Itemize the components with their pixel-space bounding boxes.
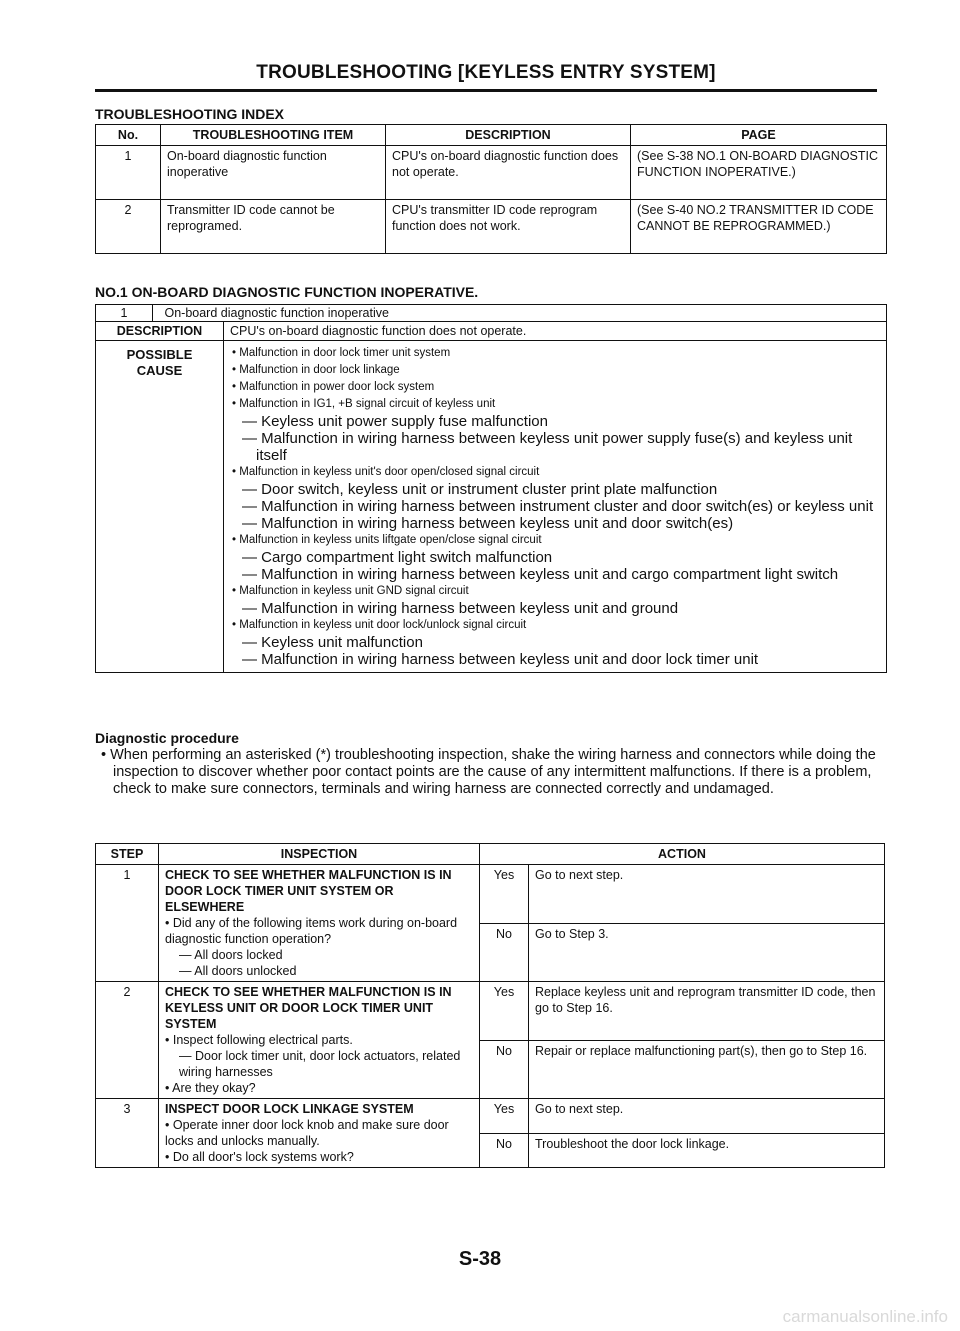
- yes-label: Yes: [480, 865, 529, 924]
- index-item: On-board diagnostic function inoperative: [161, 146, 386, 200]
- step-inspection: [159, 982, 480, 1099]
- steps-col-inspection: INSPECTION: [159, 844, 480, 865]
- list-subitem: — Malfunction in wiring harness between instrument cluster and door switch(es) or keyless unit: [232, 498, 878, 515]
- diagnostic-procedure: [95, 730, 880, 798]
- list-item: • Malfunction in door lock timer unit system: [232, 345, 878, 362]
- index-desc: CPU's transmitter ID code reprogram function does not work.: [386, 200, 631, 254]
- no1-name: On-board diagnostic function inoperative: [164, 306, 389, 320]
- list-subitem: — Malfunction in wiring harness between keyless unit and cargo compartment light switch: [232, 566, 878, 583]
- yes-label: Yes: [480, 982, 529, 1041]
- inspection-heading: CHECK TO SEE WHETHER MALFUNCTION IS IN KEYLESS UNIT OR DOOR LOCK TIMER UNIT SYSTEM: [165, 985, 452, 1031]
- inspection-line: — All doors locked: [179, 948, 283, 962]
- no1-table: [95, 304, 887, 673]
- list-item: • Malfunction in keyless unit GND signal circuit: [232, 583, 878, 600]
- step-inspection: [159, 1099, 480, 1168]
- list-subitem: — Keyless unit malfunction: [232, 634, 878, 651]
- yes-action: Go to next step.: [529, 1099, 885, 1134]
- cause-label-line-1: POSSIBLE: [126, 347, 193, 362]
- index-table: [95, 124, 887, 254]
- index-no: 1: [96, 146, 161, 200]
- steps-col-action: ACTION: [480, 844, 885, 865]
- step-inspection: [159, 865, 480, 982]
- inspection-bullet: • Are they okay?: [165, 1080, 473, 1096]
- step-number: 2: [96, 982, 159, 1099]
- yes-action: Replace keyless unit and reprogram transmitter ID code, then go to Step 16.: [529, 982, 885, 1041]
- index-no: 2: [96, 200, 161, 254]
- no1-number: 1: [96, 305, 153, 321]
- index-col-desc: DESCRIPTION: [386, 125, 631, 146]
- yes-action: Go to next step.: [529, 865, 885, 924]
- list-item: • Malfunction in keyless unit door lock/unlock signal circuit: [232, 617, 878, 634]
- no1-desc-label: DESCRIPTION: [96, 322, 224, 341]
- table-row: [96, 200, 887, 254]
- table-row: [96, 146, 887, 200]
- inspection-bullet: • Did any of the following items work during on-board diagnostic function operation?: [165, 915, 473, 947]
- page-title: TROUBLESHOOTING [KEYLESS ENTRY SYSTEM]: [256, 62, 716, 83]
- list-item: • Malfunction in door lock linkage: [232, 362, 878, 379]
- no1-heading: NO.1 ON-BOARD DIAGNOSTIC FUNCTION INOPERATIVE.: [95, 284, 479, 300]
- list-subitem: — Malfunction in wiring harness between keyless unit power supply fuse(s) and keyless unit itself: [232, 430, 878, 464]
- index-page-ref[interactable]: (See S-40 NO.2 TRANSMITTER ID CODE CANNOT BE REPROGRAMMED.): [631, 200, 887, 254]
- list-item: • Malfunction in keyless units liftgate open/close signal circuit: [232, 532, 878, 549]
- procedure-heading: Diagnostic procedure: [95, 730, 239, 746]
- index-page-ref[interactable]: (See S-38 NO.1 ON-BOARD DIAGNOSTIC FUNCTION INOPERATIVE.): [631, 146, 887, 200]
- inspection-bullet: • Inspect following electrical parts.: [165, 1032, 473, 1048]
- inspection-heading: INSPECT DOOR LOCK LINKAGE SYSTEM: [165, 1102, 414, 1116]
- list-item: • Malfunction in IG1, +B signal circuit of keyless unit: [232, 396, 878, 413]
- procedure-text: • When performing an asterisked (*) troubleshooting inspection, shake the wiring harness and connectors while doing the inspection to discover whether poor contact points are the cause of any intermittent malfunctions. If there is a problem, check to make sure connectors, terminals and wiring harness are connected correctly and undamaged.: [95, 747, 880, 798]
- list-item: • Malfunction in power door lock system: [232, 379, 878, 396]
- index-heading: TROUBLESHOOTING INDEX: [95, 106, 285, 122]
- no-action: Troubleshoot the door lock linkage.: [529, 1133, 885, 1168]
- cause-label-line-2: CAUSE: [136, 363, 183, 378]
- list-item: • Malfunction in keyless unit's door open/closed signal circuit: [232, 464, 878, 481]
- steps-col-step: STEP: [96, 844, 159, 865]
- list-subitem: — Keyless unit power supply fuse malfunction: [232, 413, 878, 430]
- no-label: No: [480, 1133, 529, 1168]
- title-rule: [95, 89, 877, 92]
- index-desc: CPU's on-board diagnostic function does not operate.: [386, 146, 631, 200]
- inspection-line: — Door lock timer unit, door lock actuators, related wiring harnesses: [179, 1049, 461, 1079]
- table-row: [96, 982, 885, 1041]
- yes-label: Yes: [480, 1099, 529, 1134]
- steps-table: [95, 843, 885, 1168]
- index-col-no: No.: [96, 125, 161, 146]
- inspection-line: — All doors unlocked: [179, 964, 297, 978]
- table-row: [96, 865, 885, 924]
- step-number: 3: [96, 1099, 159, 1168]
- no-label: No: [480, 923, 529, 982]
- list-subitem: — Malfunction in wiring harness between keyless unit and door lock timer unit: [232, 651, 878, 668]
- no-label: No: [480, 1040, 529, 1099]
- list-subitem: — Malfunction in wiring harness between keyless unit and ground: [232, 600, 878, 617]
- index-col-page: PAGE: [631, 125, 887, 146]
- no-action: Go to Step 3.: [529, 923, 885, 982]
- no1-cause-label: [96, 341, 224, 673]
- no1-cause-list: [224, 341, 887, 673]
- list-subitem: — Cargo compartment light switch malfunction: [232, 549, 878, 566]
- list-subitem: — Malfunction in wiring harness between keyless unit and door switch(es): [232, 515, 878, 532]
- index-col-item: TROUBLESHOOTING ITEM: [161, 125, 386, 146]
- inspection-bullet: • Operate inner door lock knob and make sure door locks and unlocks manually.: [165, 1117, 473, 1149]
- watermark: carmanualsonline.info: [782, 1307, 948, 1326]
- inspection-heading: CHECK TO SEE WHETHER MALFUNCTION IS IN DOOR LOCK TIMER UNIT SYSTEM OR ELSEWHERE: [165, 868, 452, 914]
- page-number: S-38: [458, 1248, 502, 1270]
- list-subitem: — Door switch, keyless unit or instrument cluster print plate malfunction: [232, 481, 878, 498]
- no1-desc: CPU's on-board diagnostic function does not operate.: [224, 322, 887, 341]
- index-item: Transmitter ID code cannot be reprogramed.: [161, 200, 386, 254]
- no-action: Repair or replace malfunctioning part(s), then go to Step 16.: [529, 1040, 885, 1099]
- inspection-bullet: • Do all door's lock systems work?: [165, 1149, 473, 1165]
- no1-title-cell: [96, 305, 887, 322]
- table-row: [96, 1099, 885, 1134]
- step-number: 1: [96, 865, 159, 982]
